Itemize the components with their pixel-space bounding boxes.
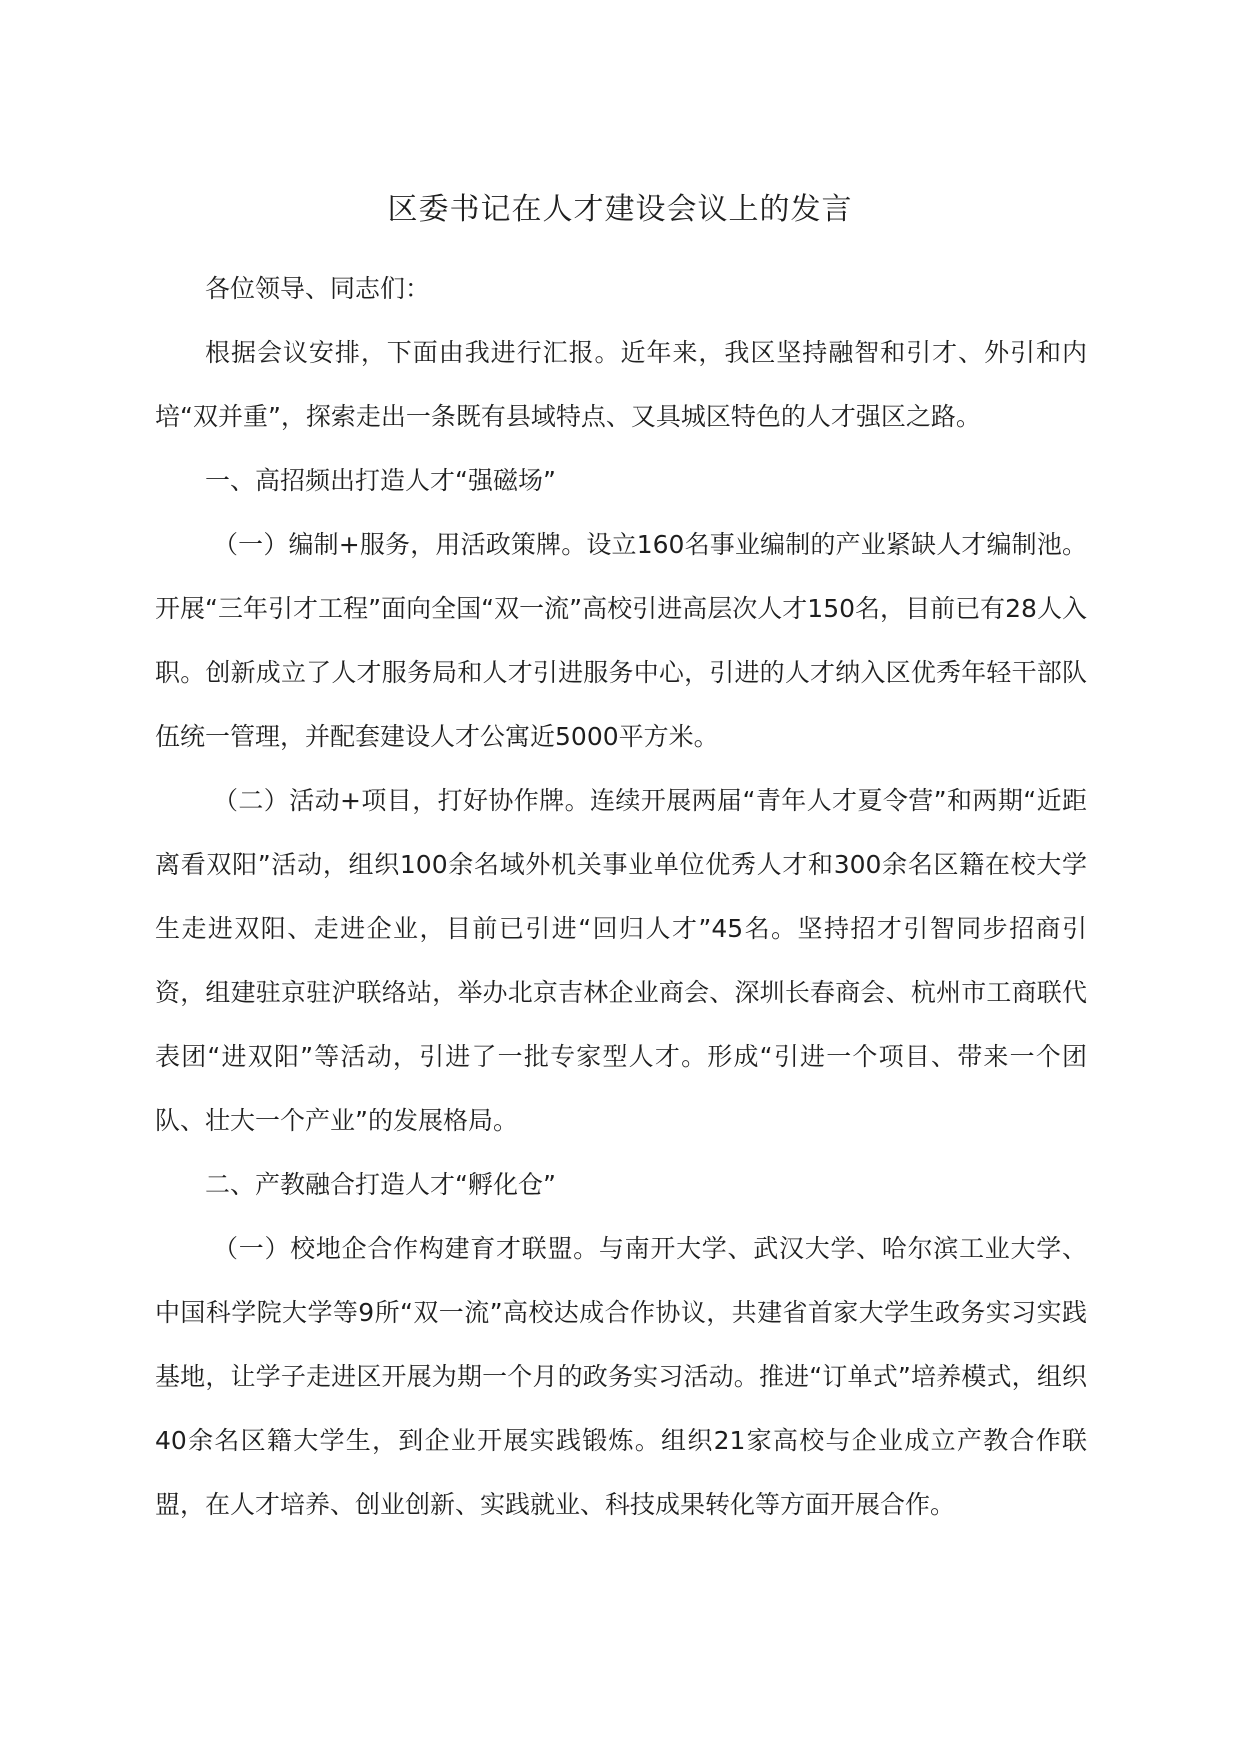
- subsection-1-1-paragraph: （一）编制+服务，用活政策牌。设立160名事业编制的产业紧缺人才编制池。开展“三年引才工程”面向全国“双一流”高校引进高层次人才150名，目前已有28人入职。创新成立了人才服务局和人才引进服务中心，引进的人才纳入区优秀年轻干部队伍统一管理，并配套建设人才公寓近5000平方米。: [155, 530, 1087, 751]
- intro-paragraph: 根据会议安排，下面由我进行汇报。近年来，我区坚持融智和引才、外引和内培“双并重”，探索走出一条既有县域特点、又具城区特色的人才强区之路。: [155, 338, 1087, 431]
- section-heading-1: 一、高招频出打造人才“强磁场”: [205, 466, 556, 495]
- subsection-2-1-paragraph: （一）校地企合作构建育才联盟。与南开大学、武汉大学、哈尔滨工业大学、中国科学院大学等9所“双一流”高校达成合作协议，共建省首家大学生政务实习实践基地，让学子走进区开展为期一个月的政务实习活动。推进“订单式”培养模式，组织40余名区籍大学生，到企业开展实践锻炼。组织21家高校与企业成立产教合作联盟，在人才培养、创业创新、实践就业、科技成果转化等方面开展合作。: [155, 1234, 1087, 1519]
- document-title: 区委书记在人才建设会议上的发言: [387, 192, 853, 227]
- document-body: [155, 257, 1087, 1537]
- subsection-1-2-paragraph: （二）活动+项目，打好协作牌。连续开展两届“青年人才夏令营”和两期“近距离看双阳”活动，组织100余名域外机关事业单位优秀人才和300余名区籍在校大学生走进双阳、走进企业，目前已引进“回归人才”45名。坚持招才引智同步招商引资，组建驻京驻沪联络站，举办北京吉林企业商会、深圳长春商会、杭州市工商联代表团“进双阳”等活动，引进了一批专家型人才。形成“引进一个项目、带来一个团队、壮大一个产业”的发展格局。: [155, 786, 1087, 1135]
- section-heading-2: 二、产教融合打造人才“孵化仓”: [205, 1170, 556, 1199]
- salutation: 各位领导、同志们：: [205, 274, 431, 303]
